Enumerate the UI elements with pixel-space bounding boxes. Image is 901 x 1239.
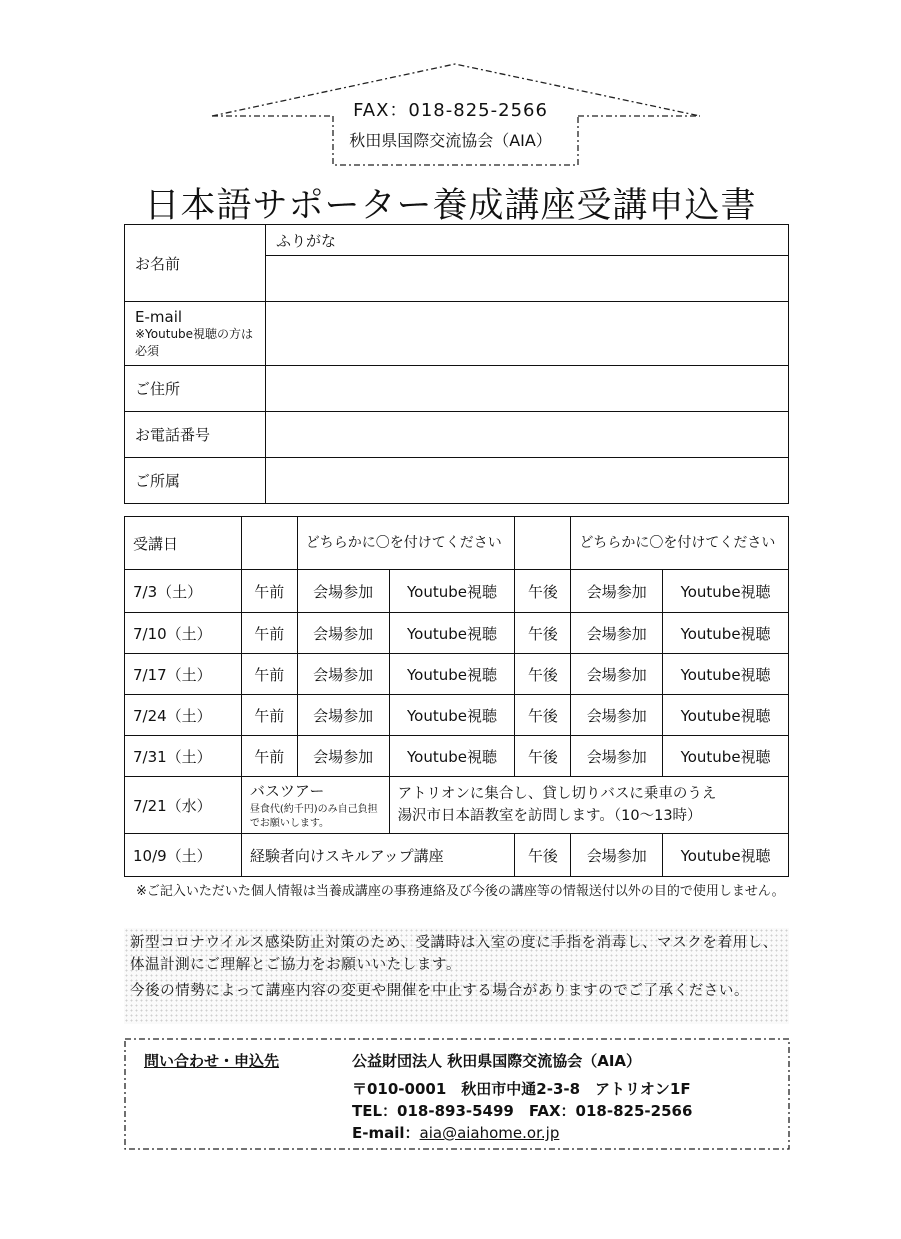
affiliation-label: ご所属: [125, 458, 266, 504]
schedule-row: [125, 613, 789, 654]
pm-venue-option[interactable]: 会場参加: [571, 613, 663, 654]
am-youtube-option[interactable]: Youtube視聴: [389, 654, 515, 695]
schedule-row: [125, 736, 789, 777]
email-note: ※Youtube視聴の方は必須: [135, 326, 254, 358]
pm-youtube-option[interactable]: Youtube視聴: [663, 613, 789, 654]
pm-youtube-option[interactable]: Youtube視聴: [663, 736, 789, 777]
furigana-field[interactable]: [266, 225, 789, 256]
pm-venue-option[interactable]: 会場参加: [571, 695, 663, 736]
row-date: 7/10（土）: [125, 613, 242, 654]
contact-box: [124, 1038, 790, 1150]
furigana-label: ふりがな: [276, 232, 337, 250]
am-youtube-option[interactable]: Youtube視聴: [389, 570, 515, 613]
skillup-row: [125, 834, 789, 877]
affiliation-field[interactable]: [266, 458, 789, 504]
contact-heading: 問い合わせ・申込先: [144, 1052, 280, 1070]
covid-notice-p2: 今後の情勢によって講座内容の変更や開催を中止する場合がありますのでご了承ください。: [130, 983, 750, 999]
pm-choose-note: どちらかに〇を付けてください: [571, 517, 789, 570]
address-label: ご住所: [125, 366, 266, 412]
bus-date: 7/21（水）: [125, 777, 242, 834]
contact-email-line: [352, 1122, 559, 1143]
email-label-cell: [125, 302, 266, 366]
email-label: E-mail: [135, 307, 183, 326]
am-venue-option[interactable]: 会場参加: [297, 570, 389, 613]
pm-label: 午後: [515, 613, 571, 654]
pm-label: 午後: [515, 654, 571, 695]
pm-youtube-option[interactable]: Youtube視聴: [663, 695, 789, 736]
schedule-table: [124, 516, 789, 877]
bus-desc-line1: アトリオンに集合し、貸し切りバスに乗車のうえ: [397, 786, 717, 802]
am-label: 午前: [241, 695, 297, 736]
name-label: お名前: [125, 225, 266, 302]
personal-info-table: [124, 224, 789, 504]
am-header-blank: [241, 517, 297, 570]
contact-address: 〒010-0001 秋田市中通2-3-8 アトリオン1F: [352, 1080, 691, 1098]
am-venue-option[interactable]: 会場参加: [297, 695, 389, 736]
am-label: 午前: [241, 736, 297, 777]
address-field[interactable]: [266, 366, 789, 412]
skill-date: 10/9（土）: [125, 834, 242, 877]
pm-youtube-option[interactable]: Youtube視聴: [663, 834, 789, 877]
bus-tour-row: [125, 777, 789, 834]
am-venue-option[interactable]: 会場参加: [297, 613, 389, 654]
bus-desc-line2: 湯沢市日本語教室を訪問します。（10～13時）: [397, 808, 702, 824]
pm-label: 午後: [515, 736, 571, 777]
row-date: 7/31（土）: [125, 736, 242, 777]
am-label: 午前: [241, 613, 297, 654]
skill-course-label: 経験者向けスキルアップ講座: [241, 834, 515, 877]
pm-youtube-option[interactable]: Youtube視聴: [663, 654, 789, 695]
phone-field[interactable]: [266, 412, 789, 458]
bus-tour-option[interactable]: [241, 777, 389, 834]
am-youtube-option[interactable]: Youtube視聴: [389, 613, 515, 654]
am-youtube-option[interactable]: Youtube視聴: [389, 695, 515, 736]
bus-description: [389, 777, 788, 834]
pm-label: 午後: [515, 695, 571, 736]
pm-youtube-option[interactable]: Youtube視聴: [663, 570, 789, 613]
form-title: 日本語サポーター養成講座受講申込書: [144, 186, 757, 226]
bus-lunch-note: 昼食代(約千円)のみ自己負担でお願いします。: [249, 803, 378, 829]
contact-tel-fax: TEL：018-893-5499 FAX：018-825-2566: [352, 1102, 693, 1120]
pm-venue-option[interactable]: 会場参加: [571, 654, 663, 695]
covid-notice-p1: 新型コロナウイルス感染防止対策のため、受講時は入室の度に手指を消毒し、マスクを着用し、体温計測にご理解とご協力をお願いいたします。: [130, 935, 778, 973]
am-label: 午前: [241, 654, 297, 695]
contact-email-link[interactable]: aia@aiahome.or.jp: [419, 1124, 560, 1142]
pm-label: 午後: [515, 834, 571, 877]
fax-header-outline: [0, 0, 901, 180]
phone-label: お電話番号: [125, 412, 266, 458]
am-label: 午前: [241, 570, 297, 613]
row-date: 7/24（土）: [125, 695, 242, 736]
pm-venue-option[interactable]: 会場参加: [571, 570, 663, 613]
schedule-row: [125, 654, 789, 695]
am-youtube-option[interactable]: Youtube視聴: [389, 736, 515, 777]
row-date: 7/3（土）: [125, 570, 242, 613]
date-header: 受講日: [125, 517, 242, 570]
am-venue-option[interactable]: 会場参加: [297, 736, 389, 777]
am-venue-option[interactable]: 会場参加: [297, 654, 389, 695]
name-field[interactable]: [266, 256, 789, 302]
covid-notice-box: [124, 928, 789, 1024]
email-field[interactable]: [266, 302, 789, 366]
pm-venue-option[interactable]: 会場参加: [571, 736, 663, 777]
pm-header-blank: [515, 517, 571, 570]
am-choose-note: どちらかに〇を付けてください: [297, 517, 515, 570]
pm-label: 午後: [515, 570, 571, 613]
fax-number: FAX：018-825-2566: [353, 100, 548, 121]
privacy-notice: ※ご記入いただいた個人情報は当養成講座の事務連絡及び今後の講座等の情報送付以外の目的で使用しません。: [136, 884, 785, 899]
row-date: 7/17（土）: [125, 654, 242, 695]
pm-venue-option[interactable]: 会場参加: [571, 834, 663, 877]
contact-email-label: E-mail：: [352, 1124, 420, 1142]
schedule-row: [125, 570, 789, 613]
schedule-row: [125, 695, 789, 736]
header-org-name: 秋田県国際交流協会（AIA）: [349, 131, 552, 150]
contact-org: 公益財団法人 秋田県国際交流協会（AIA）: [352, 1052, 642, 1070]
bus-tour-label: バスツアー: [249, 781, 325, 800]
